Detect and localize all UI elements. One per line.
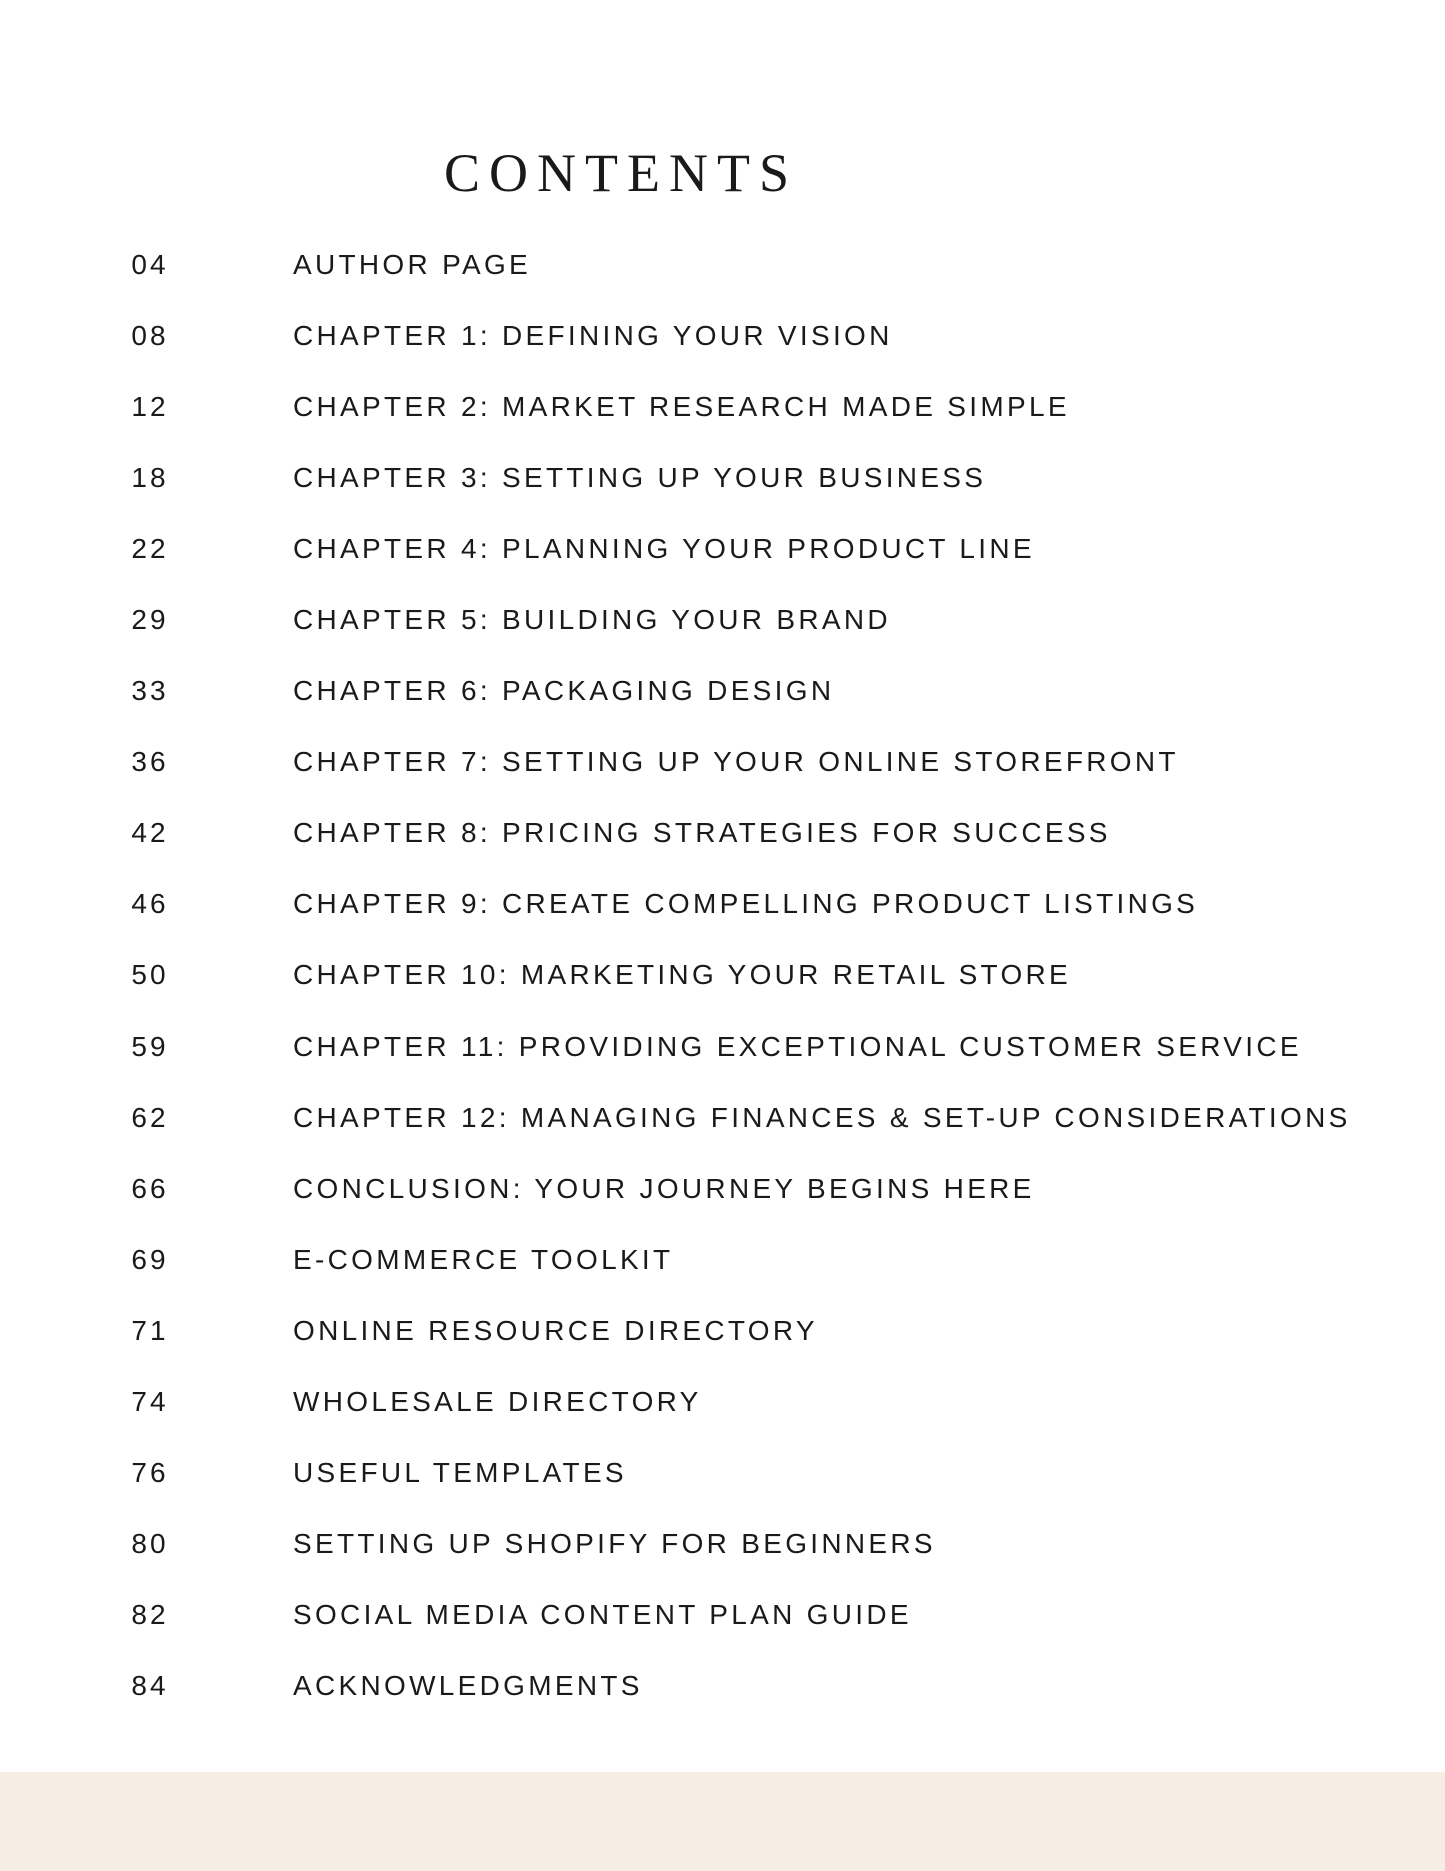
toc-entry[interactable] — [0, 1011, 1445, 1082]
toc-entry[interactable] — [0, 300, 1445, 371]
toc-entry[interactable] — [0, 1295, 1445, 1366]
toc-entry-label: CHAPTER 6: PACKAGING DESIGN — [293, 675, 835, 707]
toc-page-number: 36 — [131, 746, 169, 778]
table-of-contents — [0, 229, 1445, 1722]
toc-entry-label: USEFUL TEMPLATES — [293, 1457, 627, 1489]
toc-entry-label: AUTHOR PAGE — [293, 248, 532, 280]
toc-entry-label: SETTING UP SHOPIFY FOR BEGINNERS — [293, 1528, 936, 1560]
toc-entry-label: SOCIAL MEDIA CONTENT PLAN GUIDE — [293, 1599, 912, 1631]
toc-entry[interactable] — [0, 1580, 1445, 1651]
toc-page-number: 74 — [131, 1386, 169, 1418]
toc-entry[interactable] — [0, 656, 1445, 727]
toc-entry[interactable] — [0, 1438, 1445, 1509]
toc-entry[interactable] — [0, 1509, 1445, 1580]
toc-page-number: 84 — [131, 1670, 169, 1702]
toc-entry[interactable] — [0, 798, 1445, 869]
toc-page-number: 22 — [131, 532, 169, 564]
toc-page-number: 62 — [131, 1101, 169, 1133]
toc-entry-label: CHAPTER 12: MANAGING FINANCES & SET-UP CONSIDERATIONS — [293, 1101, 1351, 1133]
toc-page-number: 18 — [131, 461, 169, 493]
toc-page-number: 71 — [131, 1314, 169, 1346]
toc-page-number: 76 — [131, 1457, 169, 1489]
toc-page-number: 04 — [131, 248, 169, 280]
toc-entry[interactable] — [0, 584, 1445, 655]
toc-entry[interactable] — [0, 1224, 1445, 1295]
toc-entry-label: CHAPTER 9: CREATE COMPELLING PRODUCT LISTINGS — [293, 888, 1199, 920]
toc-page-number: 12 — [131, 390, 169, 422]
toc-entry-label: CHAPTER 1: DEFINING YOUR VISION — [293, 319, 893, 351]
toc-page-number: 50 — [131, 959, 169, 991]
toc-page-number: 29 — [131, 604, 169, 636]
footer-band — [0, 1772, 1445, 1871]
toc-entry[interactable] — [0, 442, 1445, 513]
toc-page-number: 82 — [131, 1599, 169, 1631]
toc-entry[interactable] — [0, 869, 1445, 940]
toc-page-number: 42 — [131, 817, 169, 849]
toc-page-number: 66 — [131, 1172, 169, 1204]
toc-entry[interactable] — [0, 1153, 1445, 1224]
toc-entry-label: ACKNOWLEDGMENTS — [293, 1670, 643, 1702]
toc-page-number: 33 — [131, 675, 169, 707]
toc-entry-label: CHAPTER 7: SETTING UP YOUR ONLINE STOREFRONT — [293, 746, 1179, 778]
toc-entry[interactable] — [0, 1651, 1445, 1722]
toc-page-number: 80 — [131, 1528, 169, 1560]
page-title: CONTENTS — [444, 143, 798, 203]
toc-entry[interactable] — [0, 371, 1445, 442]
toc-entry-label: CHAPTER 8: PRICING STRATEGIES FOR SUCCESS — [293, 817, 1111, 849]
toc-entry-label: CHAPTER 10: MARKETING YOUR RETAIL STORE — [293, 959, 1072, 991]
toc-entry-label: CHAPTER 4: PLANNING YOUR PRODUCT LINE — [293, 532, 1035, 564]
toc-entry-label: CHAPTER 5: BUILDING YOUR BRAND — [293, 604, 891, 636]
toc-entry-label: CHAPTER 2: MARKET RESEARCH MADE SIMPLE — [293, 390, 1070, 422]
toc-page-number: 08 — [131, 319, 169, 351]
toc-entry[interactable] — [0, 940, 1445, 1011]
toc-entry-label: ONLINE RESOURCE DIRECTORY — [293, 1314, 818, 1346]
toc-page-number: 69 — [131, 1243, 169, 1275]
toc-entry-label: E-COMMERCE TOOLKIT — [293, 1243, 674, 1275]
toc-entry[interactable] — [0, 1082, 1445, 1153]
toc-entry[interactable] — [0, 727, 1445, 798]
toc-entry-label: CHAPTER 3: SETTING UP YOUR BUSINESS — [293, 461, 987, 493]
toc-entry-label: CONCLUSION: YOUR JOURNEY BEGINS HERE — [293, 1172, 1035, 1204]
toc-entry[interactable] — [0, 229, 1445, 300]
toc-entry[interactable] — [0, 1367, 1445, 1438]
toc-page-number: 59 — [131, 1030, 169, 1062]
toc-entry-label: CHAPTER 11: PROVIDING EXCEPTIONAL CUSTOMER SERVICE — [293, 1030, 1302, 1062]
toc-page-number: 46 — [131, 888, 169, 920]
toc-entry-label: WHOLESALE DIRECTORY — [293, 1386, 702, 1418]
toc-entry[interactable] — [0, 513, 1445, 584]
